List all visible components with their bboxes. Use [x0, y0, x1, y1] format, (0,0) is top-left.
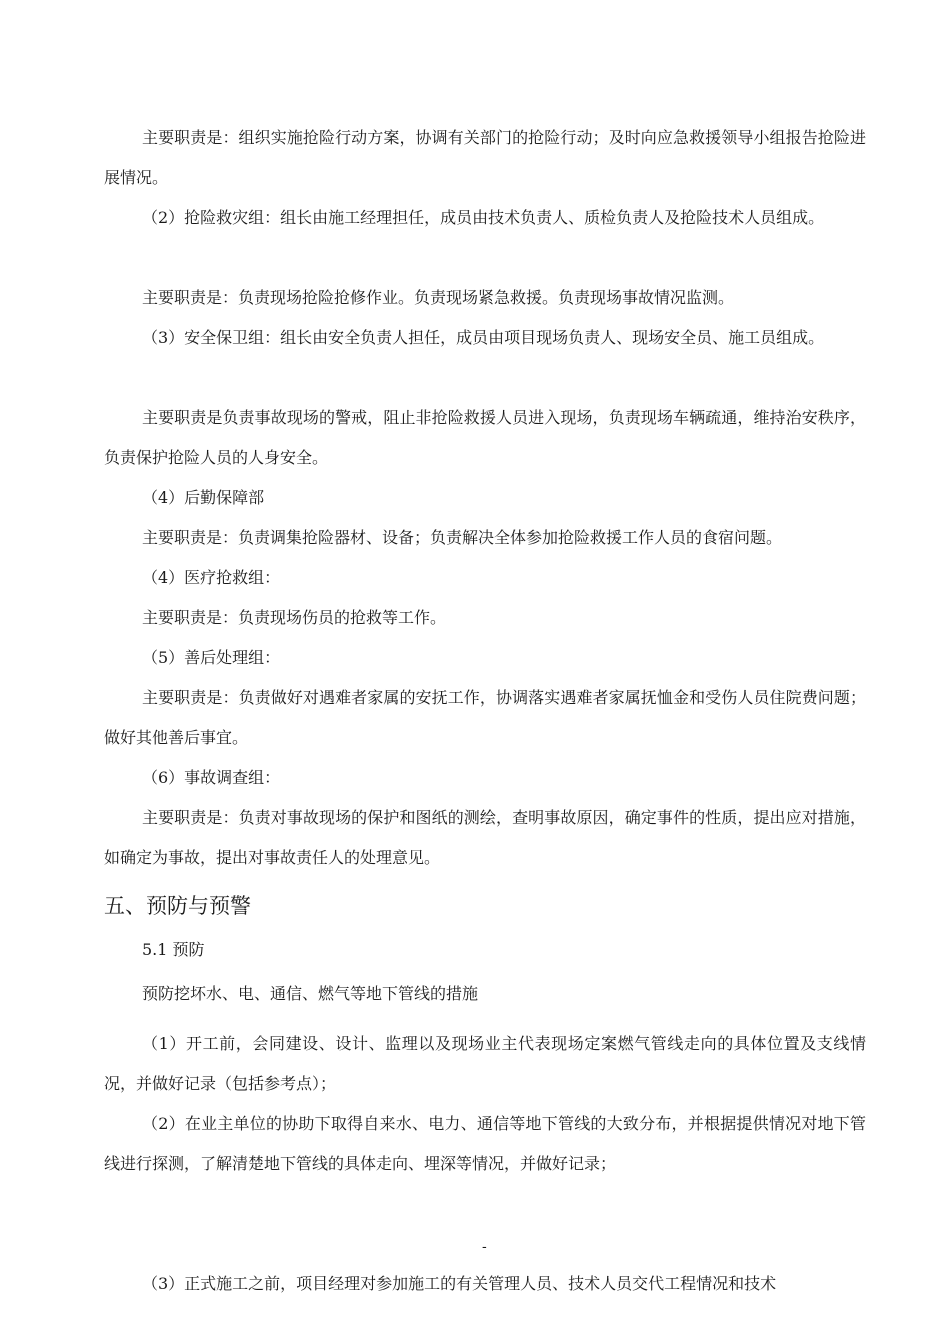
- group-paragraph-logistics: （4）后勤保障部: [142, 488, 265, 507]
- measure-paragraph-2: （2）在业主单位的协助下取得自来水、电力、通信等地下管线的大致分布，并根据提供情况对地下管线进行探测，了解清楚地下管线的具体走向、埋深等情况，并做好记录；: [104, 1114, 866, 1173]
- duty-paragraph-logistics: 主要职责是：负责调集抢险器材、设备；负责解决全体参加抢险救援工作人员的食宿问题。: [142, 528, 783, 547]
- duty-paragraph-medical: 主要职责是：负责现场伤员的抢救等工作。: [142, 608, 447, 627]
- measure-paragraph-3: （3）正式施工之前，项目经理对参加施工的有关管理人员、技术人员交代工程情况和技术: [142, 1274, 777, 1293]
- group-paragraph-investigation: （6）事故调查组：: [142, 768, 281, 787]
- duty-paragraph-investigation: 主要职责是：负责对事故现场的保护和图纸的测绘，查明事故原因，确定事件的性质，提出应对措施，如确定为事故，提出对事故责任人的处理意见。: [104, 808, 866, 867]
- duty-paragraph-aftermath: 主要职责是：负责做好对遇难者家属的安抚工作，协调落实遇难者家属抚恤金和受伤人员住院费问题；做好其他善后事宜。: [104, 688, 866, 747]
- group-paragraph-rescue: （2）抢险救灾组：组长由施工经理担任，成员由技术负责人、质检负责人及抢险技术人员组成。: [142, 208, 825, 227]
- subsection-heading-5-1: 5.1 预防: [142, 940, 205, 959]
- group-paragraph-medical: （4）医疗抢救组：: [142, 568, 281, 587]
- page-footer-mark: -: [482, 1239, 487, 1255]
- measure-paragraph-1: （1）开工前，会同建设、设计、监理以及现场业主代表现场定案燃气管线走向的具体位置及支线情况，并做好记录（包括参考点）；: [104, 1034, 866, 1093]
- duty-paragraph-security: 主要职责是负责事故现场的警戒，阻止非抢险救援人员进入现场，负责现场车辆疏通，维持治安秩序，负责保护抢险人员的人身安全。: [104, 408, 866, 467]
- group-paragraph-aftermath: （5）善后处理组：: [142, 648, 281, 667]
- duty-paragraph-rescue: 主要职责是：负责现场抢险抢修作业。负责现场紧急救援。负责现场事故情况监测。: [142, 288, 735, 307]
- prevention-measures-title: 预防挖坏水、电、通信、燃气等地下管线的措施: [142, 984, 479, 1003]
- duty-paragraph-command: 主要职责是：组织实施抢险行动方案，协调有关部门的抢险行动；及时向应急救援领导小组报告抢险进展情况。: [104, 128, 866, 187]
- section-heading-prevention: 五、预防与预警: [104, 894, 251, 918]
- group-paragraph-security: （3）安全保卫组：组长由安全负责人担任，成员由项目现场负责人、现场安全员、施工员组成。: [142, 328, 825, 347]
